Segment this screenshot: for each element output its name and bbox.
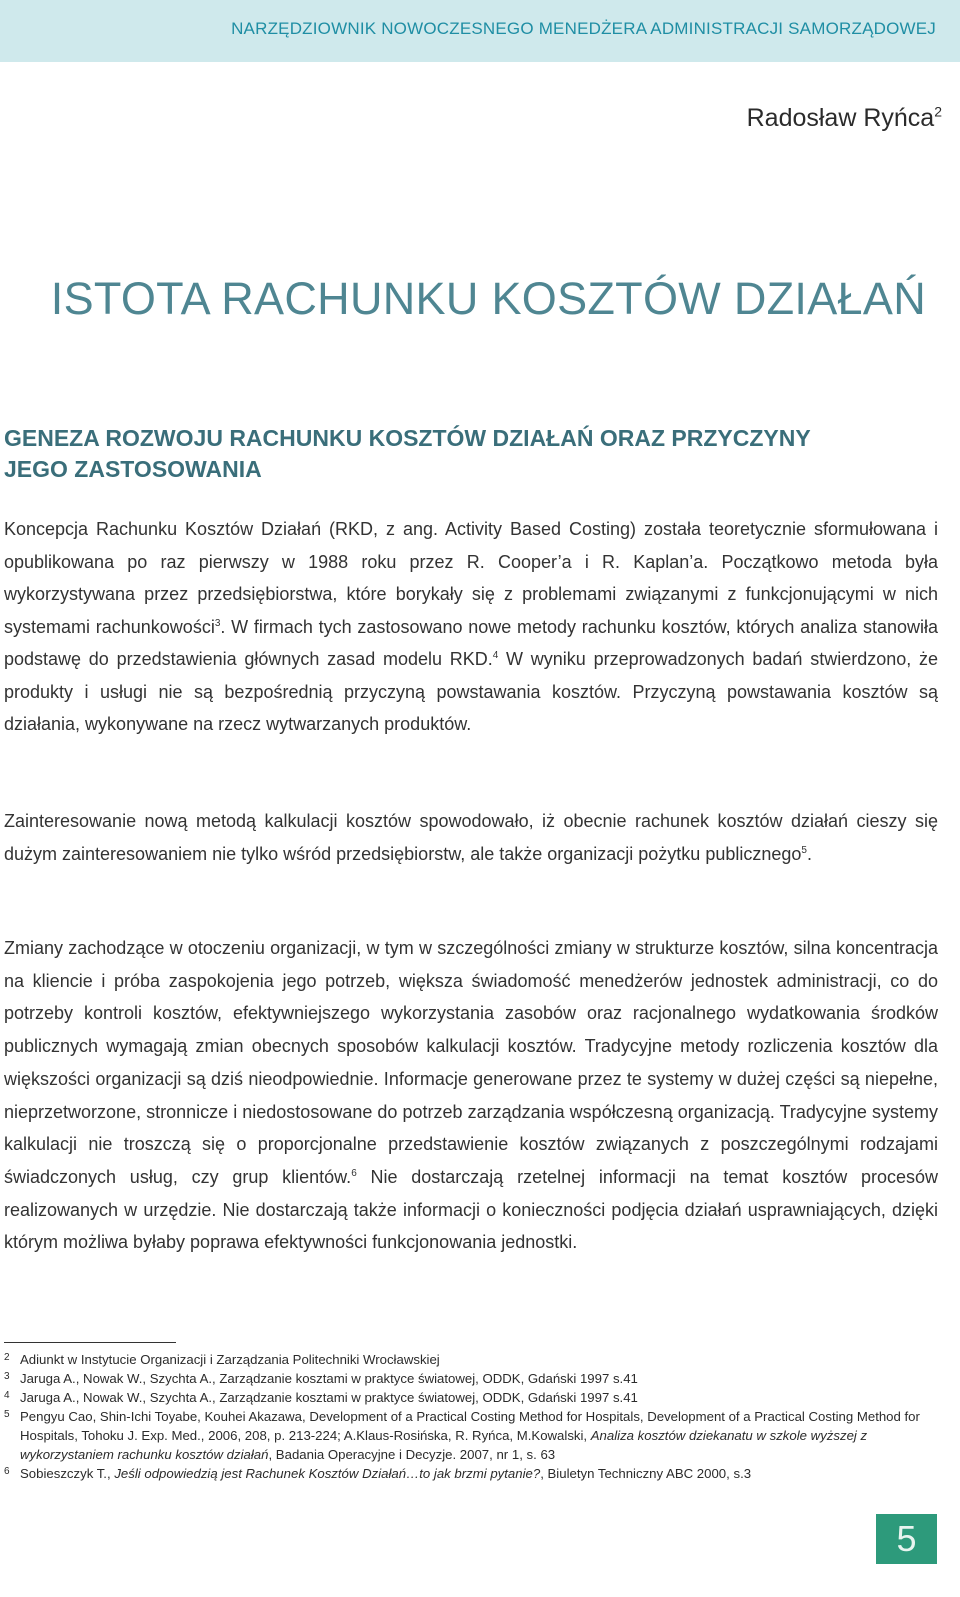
paragraph-text: Zainteresowanie nową metodą kalkulacji kosztów spowodowało, iż obecnie rachunek kosztów działań cieszy się dużym zainteresowaniem nie tylko wśród przedsiębiorstw, ale także organizacji pożytku publicznego bbox=[4, 811, 938, 864]
footnote-item bbox=[4, 1350, 938, 1369]
running-header: NARZĘDZIOWNIK NOWOCZESNEGO MENEDŻERA ADMINISTRACJI SAMORZĄDOWEJ bbox=[231, 19, 936, 38]
footnote-text: Adiunkt w Instytucie Organizacji i Zarządzania Politechniki Wrocławskiej bbox=[20, 1352, 440, 1367]
paragraph-text: W wyniku przeprowadzonych badań stwierdzono, że produkty i usługi nie są bezpośrednią przyczyną powstawania kosztów. Przyczyną powstawania kosztów są działania, wykonywane na rzecz wytwarzanych produktów. bbox=[4, 649, 938, 734]
paragraph-1 bbox=[4, 513, 938, 741]
footnote-text-part: Sobieszczyk T., bbox=[20, 1466, 115, 1481]
footnote-text: Jaruga A., Nowak W., Szychta A., Zarządzanie kosztami w praktyce światowej, ODDK, Gdański 1997 s.41 bbox=[20, 1390, 638, 1405]
footnotes bbox=[4, 1350, 938, 1483]
footnote-item bbox=[4, 1464, 938, 1483]
paragraph-text: . bbox=[806, 843, 812, 864]
footnote-number: 5 bbox=[4, 1409, 10, 1420]
footnote-ref[interactable]: 5 bbox=[801, 844, 807, 856]
paragraph-2 bbox=[4, 805, 938, 870]
footnote-item bbox=[4, 1407, 938, 1464]
footnote-text: Jaruga A., Nowak W., Szychta A., Zarządzanie kosztami w praktyce światowej, ODDK, Gdański 1997 s.41 bbox=[20, 1371, 638, 1386]
section-heading-line2: JEGO ZASTOSOWANIA bbox=[4, 456, 262, 482]
footnote-ref[interactable]: 3 bbox=[214, 617, 221, 629]
footnote-number: 2 bbox=[4, 1352, 10, 1363]
footnote-number: 6 bbox=[4, 1466, 10, 1477]
author-footnote-ref[interactable]: 2 bbox=[934, 103, 942, 120]
footnote-italic-title: Jeśli odpowiedzią jest Rachunek Kosztów Działań…to jak brzmi pytanie? bbox=[114, 1466, 541, 1481]
author-name bbox=[747, 104, 942, 133]
footnote-item bbox=[4, 1369, 938, 1388]
paragraph-text: Koncepcja Rachunku Kosztów Działań (RKD, z ang. Activity Based Costing) została teoretycznie sformułowana i opublikowana po raz pierwszy w 1988 roku przez R. Cooper’a i R. Kaplan’a. Początkowo metoda była wykorzystywana przez przedsiębiorstwa, które borykały się z problemami związanymi z funkcjonującymi w nich systemami rachunkowości bbox=[4, 519, 938, 637]
footnote-ref[interactable]: 6 bbox=[351, 1167, 357, 1179]
page-number: 5 bbox=[896, 1518, 917, 1559]
page-number-box bbox=[876, 1514, 937, 1564]
footnote-text bbox=[20, 1407, 938, 1464]
footnote-text-part: Pengyu Cao, Shin-Ichi Toyabe, Kouhei Akazawa, Development of a Practical Costing Method for Hospitals, Development of a Practical Costing Method for Hospitals, Tohoku J. Exp. Med., 2006, 208, p. 213-224; A.Klaus-Rosińska, R. Ryńca, M.Kowalski, bbox=[20, 1409, 920, 1443]
footnote-italic-title: Analiza kosztów dziekanatu w szkole wyższej z wykorzystaniem rachunku kosztów działań bbox=[20, 1428, 868, 1462]
footnote-text bbox=[20, 1464, 938, 1483]
footnote-item bbox=[4, 1388, 938, 1407]
footnote-text-part: , Badania Operacyjne i Decyzje. 2007, nr 1, s. 63 bbox=[268, 1447, 556, 1462]
section-heading-line1: GENEZA ROZWOJU RACHUNKU KOSZTÓW DZIAŁAŃ ORAZ PRZYCZYNY bbox=[4, 425, 811, 451]
author-text: Radosław Ryńca bbox=[746, 104, 935, 132]
header-band bbox=[0, 0, 960, 62]
paragraph-3 bbox=[4, 932, 938, 1259]
paragraph-text: . W firmach tych zastosowano nowe metody rachunku kosztów, których analiza stanowiła podstawę do przedstawienia głównych zasad modelu RKD. bbox=[4, 616, 938, 669]
footnote-divider bbox=[4, 1342, 176, 1343]
footnote-number: 3 bbox=[4, 1371, 10, 1382]
section-heading bbox=[4, 423, 924, 485]
paragraph-text: Nie dostarczają rzetelnej informacji na temat kosztów procesów realizowanych w urzędzie. Nie dostarczają także informacji o konieczności podjęcia działań usprawniających, dzięki którym możliwa byłaby poprawa efektywności funkcjonowania jednostki. bbox=[4, 1166, 939, 1253]
footnote-ref[interactable]: 4 bbox=[492, 650, 499, 661]
paragraph-text: Zmiany zachodzące w otoczeniu organizacji, w tym w szczególności zmiany w strukturze kosztów, silna koncentracja na kliencie i próba zaspokojenia jego potrzeb, większa świadomość menedżerów jednostek administracji, co do potrzeby kontroli kosztów, efektywniejszego wykorzystania zasobów oraz racjonalnego wydatkowania środków publicznych wymagają zmian obecnych sposobów kalkulacji kosztów. Tradycyjne metody rozliczenia kosztów dla większości organizacji są dziś nieodpowiednie. Informacje generowane przez te systemy w dużej części są niepełne, nieprzetworzone, stronnicze i niedostosowane do potrzeb zarządzania współczesną organizacją. Tradycyjne systemy kalkulacji nie troszczą się o proporcjonalne przedstawienie kosztów związanych z poszczególnymi rodzajami świadczonych usług, czy grup klientów. bbox=[4, 938, 938, 1187]
page-title: ISTOTA RACHUNKU KOSZTÓW DZIAŁAŃ bbox=[50, 273, 926, 325]
footnote-text-part: , Biuletyn Techniczny ABC 2000, s.3 bbox=[540, 1466, 752, 1481]
footnote-number: 4 bbox=[4, 1390, 10, 1401]
